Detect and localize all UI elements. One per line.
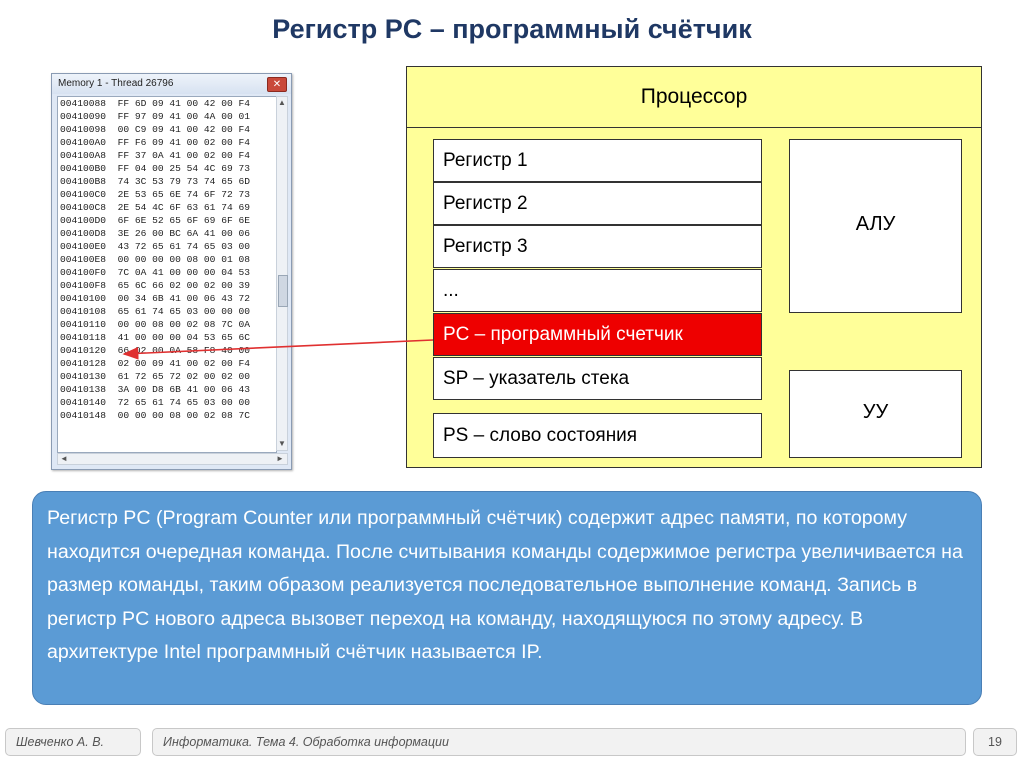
processor-title: Процессор [406,66,982,128]
memory-row: 00410108 65 61 74 65 03 00 00 00 [60,306,250,317]
memory-row: 00410140 72 65 61 74 65 03 00 00 [60,397,250,408]
register-ellipsis: ... [433,269,762,312]
scroll-left-icon[interactable]: ◄ [60,454,68,463]
footer-course: Информатика. Тема 4. Обработка информации [152,728,966,756]
info-text-box: Регистр PC (Program Counter или программный счётчик) содержит адрес памяти, по которому находится очередная команда. После считывания команды содержимое регистра увеличивается на размер команды, таким образом реализуется последовательное выполнение команд. Запись в регистр PC нового адреса вызовет переход на команду, находящуюся по этому адресу. В архитектуре Intel программный счётчик называется IP. [32,491,982,705]
alu-block: АЛУ [789,139,962,313]
memory-row: 00410110 00 00 08 00 02 08 7C 0A [60,319,250,330]
memory-window-title: Memory 1 - Thread 26796 [58,78,174,89]
memory-row: 004100C8 2E 54 4C 6F 63 61 74 69 [60,202,250,213]
scroll-right-icon[interactable]: ► [276,454,284,463]
register-sp: SP – указатель стека [433,357,762,400]
memory-row: 004100A8 FF 37 0A 41 00 02 00 F4 [60,150,250,161]
register-3: Регистр 3 [433,225,762,268]
memory-row: 004100A0 FF F6 09 41 00 02 00 F4 [60,137,250,148]
register-ps: PS – слово состояния [433,413,762,458]
page-number: 19 [973,728,1017,756]
scroll-down-icon[interactable]: ▼ [278,439,286,448]
memory-row: 004100F8 65 6C 66 02 00 02 00 39 [60,280,250,291]
memory-row: 00410090 FF 97 09 41 00 4A 00 01 [60,111,250,122]
memory-row: 004100D0 6F 6E 52 65 6F 69 6F 6E [60,215,250,226]
memory-row: 00410148 00 00 00 08 00 02 08 7C [60,410,250,421]
register-2: Регистр 2 [433,182,762,225]
memory-row: 00410120 66 02 00 0A 58 F8 40 00 [60,345,250,356]
memory-row: 00410118 41 00 00 00 04 53 65 6C [60,332,250,343]
memory-row: 00410088 FF 6D 09 41 00 42 00 F4 [60,98,250,109]
footer-author: Шевченко А. В. [5,728,141,756]
arrow-line [124,340,433,354]
close-icon: ✕ [272,79,282,90]
slide-title: Регистр PC – программный счётчик [272,14,752,44]
memory-row: 004100C0 2E 53 65 6E 74 6F 72 73 [60,189,250,200]
memory-row: 00410098 00 C9 09 41 00 42 00 F4 [60,124,250,135]
memory-row: 004100B8 74 3C 53 79 73 74 65 6D [60,176,250,187]
memory-row: 00410130 61 72 65 72 02 00 02 00 [60,371,250,382]
memory-row: 004100E0 43 72 65 61 74 65 03 00 [60,241,250,252]
memory-row: 004100B0 FF 04 00 25 54 4C 69 73 [60,163,250,174]
memory-row: 004100E8 00 00 00 00 08 00 01 08 [60,254,250,265]
scroll-up-icon[interactable]: ▲ [278,98,286,107]
memory-row: 00410100 00 34 6B 41 00 06 43 72 [60,293,250,304]
memory-row: 004100D8 3E 26 00 BC 6A 41 00 06 [60,228,250,239]
memory-row: 00410128 02 00 09 41 00 02 00 F4 [60,358,250,369]
memory-row: 00410138 3A 00 D8 6B 41 00 06 43 [60,384,250,395]
control-unit-block: УУ [789,370,962,458]
memory-row: 004100F0 7C 0A 41 00 00 00 04 53 [60,267,250,278]
register-pc: PC – программный счетчик [433,313,762,356]
register-1: Регистр 1 [433,139,762,182]
